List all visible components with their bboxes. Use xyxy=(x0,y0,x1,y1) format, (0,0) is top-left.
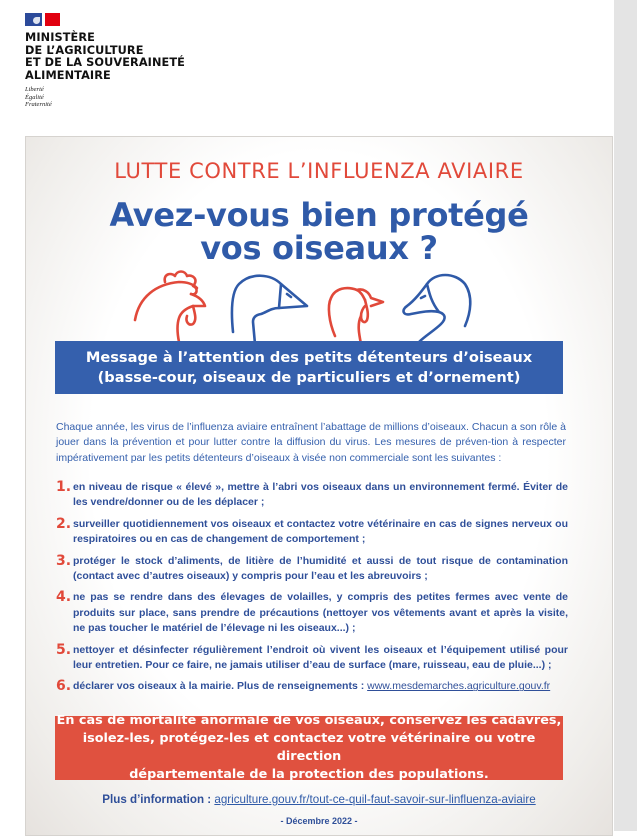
more-information xyxy=(26,793,612,806)
intro-paragraph: Chaque année, les virus de l’influenza aviaire entraînent l’abattage de millions d’oiseaux. Chacun a son rôle à jouer dans la prévention et pour lutter contre la diffusion du virus. Les mesures de préven-tion à respecter impérativement par les petits détenteurs d’oiseaux à visée non commerciale sont les suivantes : xyxy=(56,421,566,464)
list-item xyxy=(56,554,568,585)
turkey-head-icon xyxy=(329,288,383,344)
banner-line: Message à l’attention des petits détenteurs d’oiseaux xyxy=(85,348,533,366)
poster-headline xyxy=(26,196,612,267)
item-text: ne pas se rendre dans des élevages de volailles, y compris des petites fermes avec vente de produits sur place, sans prendre de précautions (nettoyer vos vêtements avant et après la visite, ne pas toucher le matériel de l’élevage ni les oiseaux...) ; xyxy=(73,591,568,635)
motto-line: Liberté xyxy=(25,86,44,93)
list-item xyxy=(56,643,568,674)
item-text: protéger le stock d’aliments, de litière de l’humidité et aussi de tout risque de contamination (contact avec d’autres oiseaux) y compris pour l’eau et les abreuvoirs ; xyxy=(73,554,568,583)
list-item xyxy=(56,480,568,511)
motto-line: Fraternité xyxy=(25,101,52,108)
item-number: 4. xyxy=(56,589,72,606)
measures-list xyxy=(56,480,568,701)
ministry-line: MINISTÈRE xyxy=(25,31,95,44)
alert-line: En cas de mortalité anormale de vos oiseaux, conservez les cadavres, xyxy=(56,713,562,728)
birds-illustration xyxy=(121,262,521,344)
item-text: surveiller quotidiennement vos oiseaux et contactez votre vétérinaire en cas de signes nerveux ou respiratoires ou en cas de changement de comportement ; xyxy=(73,517,568,546)
alert-line: départementale de la protection des populations. xyxy=(129,767,489,782)
headline-line: vos oiseaux ? xyxy=(200,229,438,267)
alert-line: isolez-les, protégez-les et contactez votre vétérinaire ou votre direction xyxy=(82,731,536,764)
ministry-line: DE L’AGRICULTURE xyxy=(25,43,144,57)
banner-line: (basse-cour, oiseaux de particuliers et d’ornement) xyxy=(97,368,521,386)
poster-kicker: LUTTE CONTRE L’INFLUENZA AVIAIRE xyxy=(114,159,524,183)
ministry-line: ET DE LA SOUVERAINETÉ xyxy=(25,56,185,69)
goose-head-icon xyxy=(232,276,307,344)
ministry-name xyxy=(25,32,215,82)
mortality-alert-banner xyxy=(55,713,563,782)
mesdemarches-link[interactable]: www.mesdemarches.agriculture.gouv.fr xyxy=(367,680,551,693)
item-text: nettoyer et désinfecter régulièrement l’endroit où vivent les oiseaux et l’équipement utilisé pour leur entretien. Pour ce faire, ne jamais utiliser d’eau de surface (mare, ruisseau, eau de pluie...) ; xyxy=(73,643,568,672)
item-text: en niveau de risque « élevé », mettre à l’abri vos oiseaux dans un environnement fermé. Éviter de les vendre/donner ou de les déplacer ; xyxy=(73,481,568,509)
item-number: 5. xyxy=(56,641,72,658)
audience-banner xyxy=(55,341,563,394)
list-item xyxy=(56,590,568,636)
motto-line: Égalité xyxy=(25,93,44,101)
list-item xyxy=(56,679,568,694)
item-number: 3. xyxy=(56,552,72,569)
rooster-head-icon xyxy=(135,272,205,343)
side-panel-strip xyxy=(614,0,637,831)
ministry-logo xyxy=(25,13,215,109)
republic-motto xyxy=(25,86,215,109)
more-information-label: Plus d’information : xyxy=(102,793,215,806)
more-information-link[interactable]: agriculture.gouv.fr/tout-ce-quil-faut-savoir-sur-linfluenza-aviaire xyxy=(214,793,536,806)
item-text-lead: déclarer vos oiseaux à la mairie. Plus de renseignements : xyxy=(73,680,368,693)
headline-line: Avez-vous bien protégé xyxy=(109,196,529,234)
item-number: 2. xyxy=(56,515,72,532)
list-item xyxy=(56,517,568,548)
item-number: 6. xyxy=(56,678,72,695)
ministry-line: ALIMENTAIRE xyxy=(25,68,111,82)
item-number: 1. xyxy=(56,479,72,495)
french-flag-icon xyxy=(25,13,60,26)
item-text xyxy=(73,679,550,694)
poster xyxy=(25,136,613,836)
publication-date: - Décembre 2022 - xyxy=(280,816,358,826)
duck-head-icon xyxy=(404,275,471,342)
